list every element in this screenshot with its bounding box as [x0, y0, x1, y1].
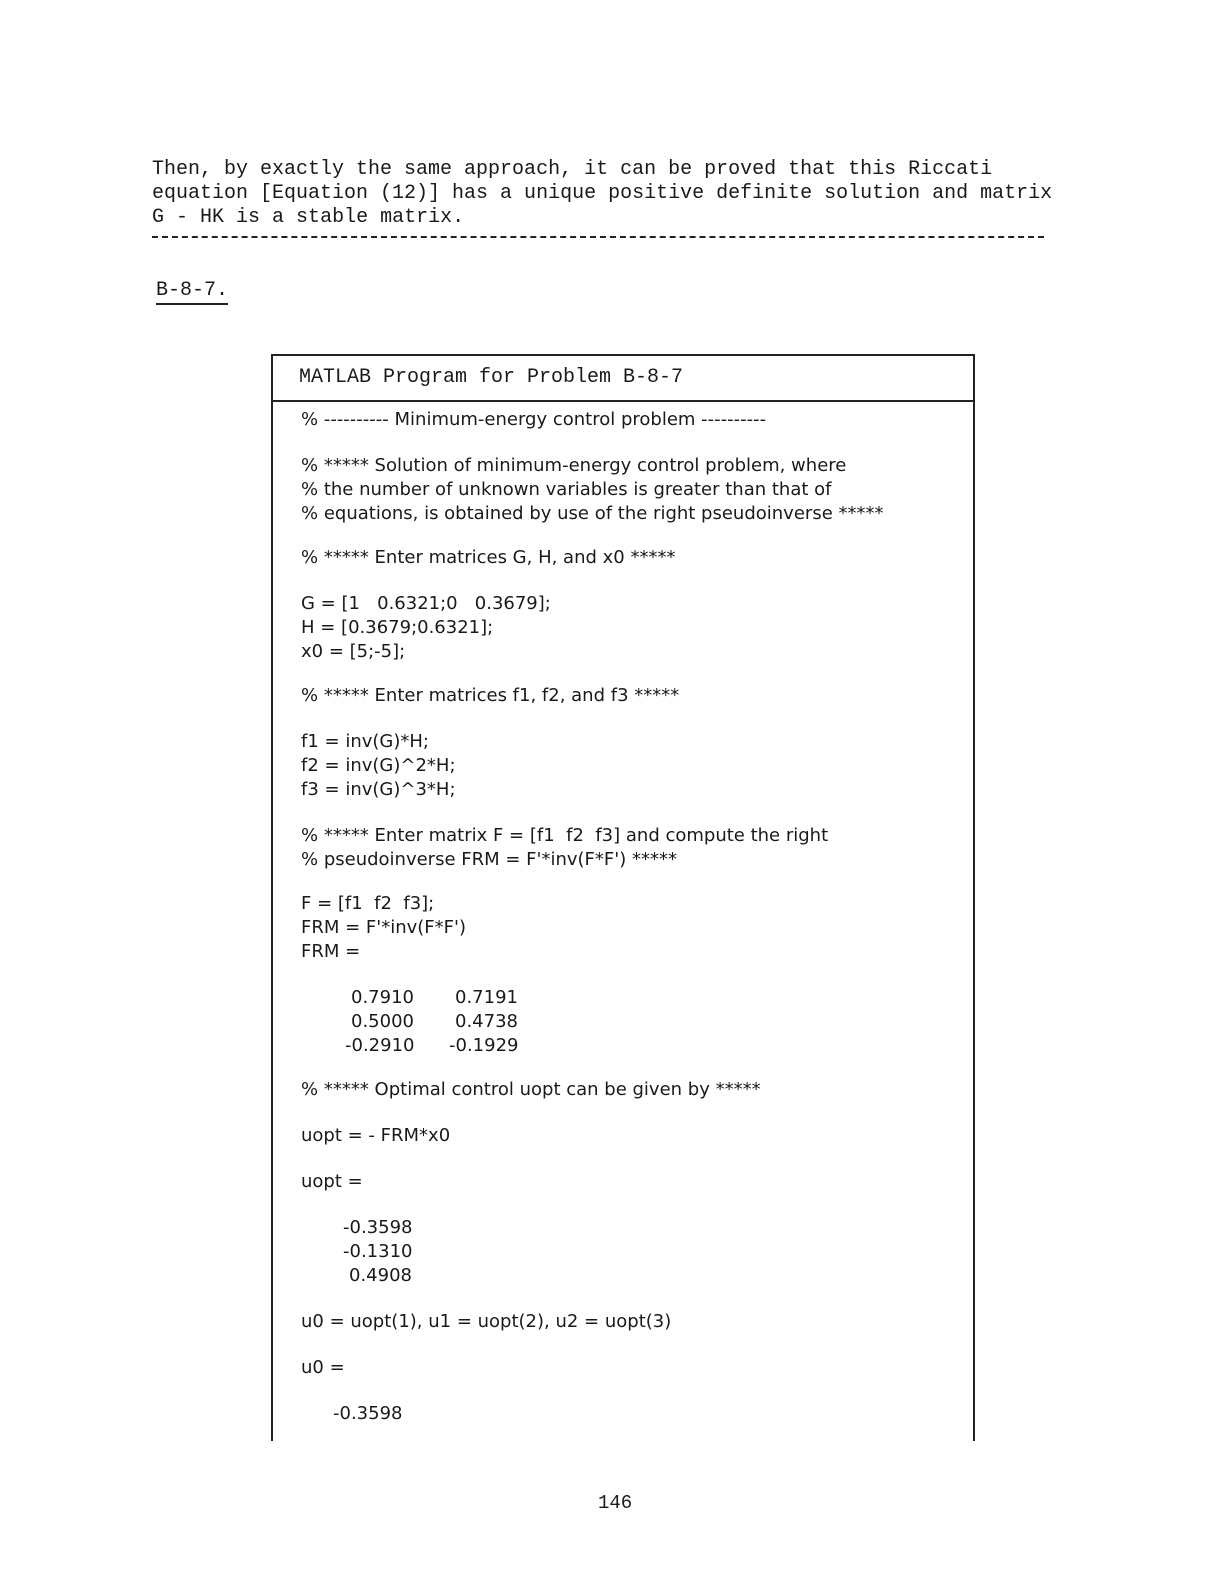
intro-line-3 — [152, 206, 1052, 230]
code-line: FRM = F'*inv(F*F') — [301, 917, 466, 938]
page-number: 146 — [598, 1492, 633, 1514]
matrix-hk: HK — [200, 206, 225, 229]
code-line: uopt = - FRM*x0 — [301, 1125, 451, 1146]
code-line: % ***** Enter matrix F = [f1 f2 f3] and compute the right — [301, 825, 829, 846]
code-line: % ***** Solution of minimum-energy control problem, where — [301, 455, 847, 476]
intro-line-2: equation [Equation (12)] has a unique positive definite solution and matrix — [152, 182, 1053, 205]
uopt-value: 0.4908 — [349, 1265, 412, 1286]
minus-sign: - — [164, 206, 201, 229]
code-line: % ***** Enter matrices f1, f2, and f3 ***** — [301, 685, 680, 706]
code-line: % equations, is obtained by use of the right pseudoinverse ***** — [301, 503, 884, 524]
code-line: G = [1 0.6321;0 0.3679]; — [301, 593, 551, 614]
code-line: % ***** Optimal control uopt can be given by ***** — [301, 1079, 761, 1100]
code-line: u0 = — [301, 1357, 345, 1378]
frm-value: 0.4738 — [455, 1011, 518, 1032]
dashed-separator — [152, 236, 1044, 238]
code-line: uopt = — [301, 1171, 363, 1192]
uopt-value: -0.3598 — [343, 1217, 413, 1238]
frm-value: -0.1929 — [449, 1035, 519, 1056]
code-line: % pseudoinverse FRM = F'*inv(F*F') ***** — [301, 849, 677, 870]
code-line: x0 = [5;-5]; — [301, 641, 406, 662]
u0-value: -0.3598 — [333, 1403, 403, 1424]
uopt-value: -0.1310 — [343, 1241, 413, 1262]
code-line: % ***** Enter matrices G, H, and x0 ***** — [301, 547, 676, 568]
intro-paragraph — [152, 158, 1052, 230]
frm-value: -0.2910 — [345, 1035, 415, 1056]
code-line: H = [0.3679;0.6321]; — [301, 617, 494, 638]
code-line: % the number of unknown variables is greater than that of — [301, 479, 832, 500]
frm-value: 0.7191 — [455, 987, 518, 1008]
frm-value: 0.5000 — [351, 1011, 414, 1032]
matlab-program-box — [271, 354, 975, 1441]
matrix-g: G — [152, 206, 165, 229]
code-line: F = [f1 f2 f3]; — [301, 893, 435, 914]
frm-value: 0.7910 — [351, 987, 414, 1008]
intro-line-3-rest: is a stable matrix. — [224, 206, 465, 229]
code-line: % ---------- Minimum-energy control problem ---------- — [301, 409, 767, 430]
code-line: f1 = inv(G)*H; — [301, 731, 429, 752]
code-line: f3 = inv(G)^3*H; — [301, 779, 456, 800]
code-line: u0 = uopt(1), u1 = uopt(2), u2 = uopt(3) — [301, 1311, 672, 1332]
problem-label: B-8-7. — [156, 279, 228, 305]
code-line: f2 = inv(G)^2*H; — [301, 755, 456, 776]
intro-line-1: Then, by exactly the same approach, it can be proved that this Riccati — [152, 158, 993, 181]
program-title: MATLAB Program for Problem B-8-7 — [273, 356, 973, 402]
code-line: FRM = — [301, 941, 361, 962]
